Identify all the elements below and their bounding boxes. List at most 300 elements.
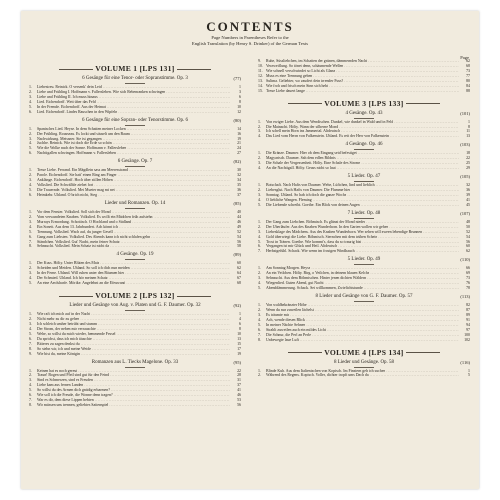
song-title: War es dir, dem diese Lippen bebten: [37, 398, 94, 403]
song-number: 3.: [29, 321, 32, 326]
song-number: 13.: [258, 78, 263, 83]
song-number: 5.: [29, 104, 32, 109]
song-title: Wie froh und frisch mein Sinn sich hebt: [266, 83, 329, 88]
song-number: 2.: [258, 124, 261, 129]
translation-page-ref: (107): [460, 210, 470, 216]
section-heading: [29, 360, 241, 368]
song-number: 8.: [258, 337, 261, 342]
song-number: 6.: [29, 393, 32, 398]
song-title: Der Schmied. Uhland. Ich hör meinen Schatz: [37, 276, 108, 281]
rule-right: [406, 103, 440, 104]
translation-page-ref: (85): [233, 200, 241, 206]
contents-page: [21, 11, 479, 489]
page-number: 35: [237, 183, 241, 188]
section-title: 6 Gesänge für eine Sopran- oder Tenorstimme. Op. 6: [82, 117, 188, 123]
page-number: 19: [237, 351, 241, 356]
song-number: 1.: [29, 312, 32, 317]
dot-leader: [300, 338, 459, 343]
page-number: 37: [237, 192, 241, 197]
page-number: 66: [466, 266, 470, 271]
right-column: [258, 59, 470, 378]
song-title: Lied. Eichendorff. Lindes Rauschen in den Wipfeln: [37, 109, 118, 114]
page-number: 54: [466, 234, 470, 239]
section-rule: [125, 310, 145, 311]
song-title: So willst du des Armen dich gnädig erbarmen?: [37, 388, 110, 393]
section-heading: [258, 174, 470, 182]
page-number: 62: [237, 266, 241, 271]
song-entry: [258, 338, 470, 343]
section-title: 4 Gesänge. Op. 46: [345, 142, 383, 148]
song-number: 3.: [29, 178, 32, 183]
song-title: Vor dem Fenster. Volkslied. Soll sich der Mond: [37, 209, 111, 214]
page-number: 67: [237, 276, 241, 281]
page-number: 60: [237, 261, 241, 266]
section-rule: [354, 301, 374, 302]
song-entry: [258, 286, 470, 291]
left-column: [29, 59, 241, 408]
section-heading: [258, 142, 470, 150]
song-entry: [29, 110, 241, 115]
translation-page-ref: (82): [233, 159, 241, 165]
song-title: Gold überwiegt die Liebe. Böhmisch. Sternchen mit dem trüben Schein: [266, 234, 378, 239]
song-title: Während des Regens. Kopisch. Voller, dichter tropft ums Dach da: [266, 373, 369, 378]
page-number: 17: [237, 346, 241, 351]
song-number: 5.: [29, 146, 32, 151]
song-title: Magyarisch. Daumer. Sah dem edlen Bildnis: [266, 156, 336, 161]
section-rule: [354, 181, 374, 182]
page-number: 30: [237, 168, 241, 173]
song-title: Der Kuss. Hölty. Unter Blüten des Mais: [37, 261, 100, 266]
song-number: 4.: [258, 134, 261, 139]
page-number: 5: [468, 373, 470, 378]
song-entry: [29, 352, 241, 357]
dot-leader: [361, 203, 459, 208]
song-number: 5.: [258, 322, 261, 327]
song-entry: [258, 89, 470, 94]
page-number: 25: [466, 161, 470, 166]
rule-right: [406, 352, 440, 353]
page-number: 8: [468, 124, 470, 129]
song-title: Heimkehr. Uhland. O brich nicht, Steg: [37, 192, 98, 197]
song-title: Volkslied. Die Schwälble ziehet fort: [37, 183, 94, 188]
song-number: 3.: [258, 312, 261, 317]
song-title: Gang zum Liebsten. Volkslied. Des Abends kann ich nicht schlafen gehn: [37, 234, 151, 239]
song-title: Nicht mehr zu dir zu gehen: [37, 317, 80, 321]
song-title: Wenn du nur zuweilen lächelst: [266, 307, 314, 312]
dot-leader: [390, 134, 459, 139]
page-number: 50: [466, 224, 470, 229]
song-number: 1.: [258, 119, 261, 124]
page-number: 91: [466, 317, 470, 322]
page-number: 89: [466, 312, 470, 317]
page-number: 62: [466, 59, 470, 63]
song-title: Wehe, so willst du mich wieder, hemmende Fessel: [37, 331, 116, 336]
translation-page-ref: (95): [233, 359, 241, 365]
section-heading: [258, 294, 470, 302]
dot-leader: [110, 244, 230, 249]
song-number: 4.: [29, 276, 32, 281]
song-number: 3.: [29, 94, 32, 99]
song-number: 2.: [29, 373, 32, 378]
section-rule: [354, 118, 374, 119]
song-entry: [258, 134, 470, 139]
section-rule: [125, 125, 145, 126]
song-title: In meiner Nächte Sehnen: [266, 322, 306, 327]
rule-right: [177, 69, 211, 70]
volume-heading: [258, 348, 470, 357]
page-number: 32: [237, 173, 241, 178]
translation-page-ref: (89): [233, 252, 241, 258]
page-number: 13: [466, 134, 470, 139]
section-rule: [125, 166, 145, 167]
page-number: 37: [237, 383, 241, 388]
song-title: Sonntag. Uhland. So hab ich doch die ganze Woche: [266, 192, 347, 197]
page-number: 8: [239, 326, 241, 331]
section-title: 8 Lieder und Gesänge von G. F. Daumer. Op. 57: [315, 294, 413, 299]
song-title: Treue Liebe. Ferrand. Ein Mägdlein sass am Meeresstrand: [37, 168, 128, 173]
song-number: 2.: [258, 224, 261, 229]
section-heading: [29, 303, 241, 311]
song-title: Blinde Kuh. Aus dem Italienischen von Kopisch. Im Finstern geh ich suchen: [266, 368, 386, 373]
section-title: 6 Gesänge. Op. 7: [117, 159, 153, 165]
song-title: Wie soll ich die Freude, die Wonne denn tragen?: [37, 393, 113, 398]
song-number: 2.: [258, 307, 261, 312]
song-number: 7.: [29, 341, 32, 346]
song-number: 1.: [29, 368, 32, 373]
page-number: 46: [237, 219, 241, 224]
page-number: 12: [237, 109, 241, 114]
page-number: 78: [466, 286, 470, 291]
song-title: Botschaft. Nach Hafis von Daumer. Wehe, Lüftchen, lind und lieblich: [266, 183, 375, 188]
song-title: Du sprichst, dass ich mich täuschte: [37, 336, 92, 341]
translation-page-ref: (101): [460, 110, 470, 116]
section-rule: [354, 218, 374, 219]
page-number: 48: [466, 219, 470, 224]
song-number: 2.: [29, 89, 32, 94]
song-title: Bitteres zu sagen denkst du: [37, 341, 80, 346]
song-title: Traun! Bogen und Pfeil sind gut für den Feind: [37, 373, 110, 378]
section-title: 4 Gesänge. Op. 19: [116, 252, 154, 258]
song-title: Wie raft ich mich auf in der Nacht: [37, 312, 91, 317]
song-title: Sehnsucht. Volkslied. Mein Schatz ist nicht da: [37, 244, 110, 249]
song-title: Liebesglut. Nach Hafis von Daumer. Die Flamme hier: [266, 188, 351, 192]
header-note-1: Page Numbers in Parentheses Refer to the: [211, 35, 289, 40]
song-number: 1.: [29, 209, 32, 214]
dot-leader: [337, 166, 459, 171]
volume-heading: [29, 291, 241, 300]
song-number: 6.: [258, 244, 261, 249]
song-number: 1.: [258, 303, 261, 307]
page-number: 84: [466, 83, 470, 88]
page-number: 28: [237, 373, 241, 378]
rule-left: [288, 103, 322, 104]
song-title: Ständchen. Volkslied. Gut' Nacht, mein feiner Schatz: [37, 239, 120, 244]
volume-heading: [258, 99, 470, 108]
page-number: 73: [466, 276, 470, 281]
song-title: Parole. Eichendorff. Sie hatt' einen Ring am Finger: [37, 173, 117, 178]
section-heading: [29, 118, 241, 126]
song-title: Der Überläufer. Aus des Knaben Wunderhorn. In den Garten wollen wir gehen: [266, 224, 389, 229]
song-title: Am Sonntag Morgen. Heyse: [266, 266, 311, 271]
page-number: 31: [237, 378, 241, 383]
song-number: 7.: [258, 249, 261, 254]
song-entry: [29, 193, 241, 198]
page-number: 100: [464, 332, 470, 337]
song-title: Keinen hat es noch gereut: [37, 368, 78, 373]
song-title: Muss es eine Trennung geben: [266, 73, 313, 78]
song-number: 3.: [29, 219, 32, 224]
song-title: Nachtigallen schwingen. Hoffmann v. Fallersleben: [37, 151, 116, 156]
page-number: 1: [468, 368, 470, 373]
song-title: Die Mainacht. Hölty. Wann der silberne Mond: [266, 124, 339, 129]
page-number: 36: [466, 188, 470, 192]
volume-label: VOLUME 2 [LPS 132]: [95, 291, 175, 301]
page-number: 82: [466, 303, 470, 307]
song-number: 4.: [29, 141, 32, 146]
song-title: Ach, wende diesen Blick: [266, 317, 305, 322]
song-title: Die Schale der Vergessenheit. Hölty. Eine Schale des Stroms: [266, 161, 361, 166]
song-number: 1.: [29, 261, 32, 266]
page-number: 36: [237, 188, 241, 192]
song-number: 4.: [29, 326, 32, 331]
section-title: 6 Gesänge für eine Tenor- oder Sopranstimme. Op. 3: [82, 76, 188, 81]
song-number: 11.: [258, 68, 263, 73]
song-number: 5.: [258, 239, 261, 244]
song-title: Die Trauernde. Volkslied. Mei Mueter mag mi net: [37, 188, 115, 192]
translation-page-ref: (110): [460, 257, 470, 263]
page-number: 1: [468, 119, 470, 124]
song-title: In der Ferne. Uhland. Will ruhen unter den Bäumen hier: [37, 271, 125, 276]
volume-label: VOLUME 4 [LPS 134]: [324, 347, 404, 357]
song-title: Verzweiflung. So tönet denn, schäumende Wellen: [266, 63, 344, 68]
song-title: In der Fremde. Eichendorff. Aus der Heimat: [37, 104, 106, 109]
song-number: 12.: [258, 73, 263, 78]
page-number: 60: [466, 244, 470, 249]
section-rule: [354, 149, 374, 150]
song-number: 3.: [258, 129, 261, 134]
song-number: 5.: [258, 202, 261, 207]
page-number: 102: [464, 337, 470, 342]
song-title: An die Nachtigall. Hölty. Geuss nicht so laut: [266, 166, 336, 171]
section-heading: [258, 211, 470, 219]
song-number: 8.: [29, 244, 32, 249]
song-number: 6.: [29, 192, 32, 197]
section-heading: [29, 252, 241, 260]
section-rule: [354, 367, 374, 368]
page-number: 88: [466, 88, 470, 93]
song-number: 1.: [29, 126, 32, 131]
song-number: 6.: [29, 234, 32, 239]
dot-leader: [370, 373, 459, 378]
page-number: 22: [466, 156, 470, 161]
page-number: 68: [237, 281, 241, 286]
song-number: 1.: [258, 183, 261, 188]
song-title: Strahlt zuweilen auch ein mildes Licht: [266, 327, 326, 332]
song-number: 1.: [258, 368, 261, 373]
page-number: 49: [237, 224, 241, 229]
song-title: Trennung. Volkslied. Wach auf, du junger Gesell: [37, 229, 113, 234]
section-title: 4 Gesänge. Op. 43: [345, 110, 383, 116]
page-number: 13: [237, 336, 241, 341]
song-number: 4.: [258, 281, 261, 286]
song-number: 4.: [258, 166, 261, 171]
dot-leader: [109, 403, 230, 408]
song-title: Die Liebende schreibt. Goethe. Ein Blick von deinen Augen: [266, 202, 360, 207]
section-title: Romanzen aus L. Tiecks Magelone. Op. 33: [91, 359, 179, 365]
page-number: 10: [237, 331, 241, 336]
song-number: 1.: [29, 168, 32, 173]
volume-label: VOLUME 3 [LPS 133]: [324, 98, 404, 108]
song-entry: [258, 249, 470, 254]
song-title: Trost in Tränen. Goethe. Wie kommt's, dass du so traurig bist: [266, 239, 362, 244]
song-title: Wiegenlied. Guten Abend, gut Nacht: [266, 281, 324, 286]
song-title: Ruhe, Süssliebchen, im Schatten der grünen, dämmernden Nacht: [266, 59, 368, 63]
translation-page-ref: (113): [460, 294, 470, 299]
section-title: Lieder und Gesänge von Aug. v. Platen und G. F. Daumer. Op. 32: [69, 303, 201, 309]
song-number: 4.: [29, 383, 32, 388]
page-number: 77: [466, 73, 470, 78]
page-number: 19: [237, 136, 241, 141]
section-title: Lieder und Romanzen. Op. 14: [104, 200, 166, 206]
song-number: 3.: [258, 161, 261, 166]
page-number: 16: [237, 131, 241, 136]
song-number: 2.: [29, 214, 32, 219]
page-number: 80: [466, 78, 470, 83]
translation-page-ref: (116): [460, 359, 470, 365]
song-number: 4.: [29, 224, 32, 229]
song-number: 2.: [29, 131, 32, 136]
translation-page-ref: (77): [233, 76, 241, 81]
page-number: 14: [237, 126, 241, 131]
section-title: 5 Lieder. Op. 47: [347, 174, 381, 180]
page-number: 73: [466, 68, 470, 73]
song-title: Ein Sonett. Aus dem 13. Jahrhundert. Ach könnt ich: [37, 224, 118, 229]
dot-leader: [81, 352, 230, 357]
song-number: 7.: [29, 239, 32, 244]
page-number: 41: [237, 388, 241, 393]
section-rule: [125, 259, 145, 260]
page-number: 44: [237, 214, 241, 219]
song-number: 8.: [29, 346, 32, 351]
section-heading: [29, 159, 241, 167]
page-number: 54: [237, 234, 241, 239]
page-number: 27: [237, 151, 241, 156]
dot-leader: [98, 193, 230, 198]
song-title: An ein Veilchen. Hölty. Birg, o Veilchen, in deinem blauen Kelche: [266, 271, 370, 276]
song-title: An eine Aeolsharfe. Mörike. Angelehnt an die Efeuwand: [37, 281, 126, 286]
song-number: 4.: [258, 234, 261, 239]
dot-leader: [306, 89, 459, 94]
song-title: Nachwirkung. Meissner. Sie ist gegangen: [37, 136, 102, 141]
song-number: 5.: [258, 286, 261, 291]
section-rule: [125, 83, 145, 84]
song-title: Unbewegte laue Luft: [266, 337, 299, 342]
page-number: 22: [237, 368, 241, 373]
rule-right: [177, 296, 211, 297]
song-title: Liebesklage des Mädchens. Aus des Knaben Wunderhorn. Wer sehen will zween lebendige Brunnen: [266, 229, 423, 234]
song-number: 7.: [258, 332, 261, 337]
page-number: 68: [466, 63, 470, 68]
song-number: 1.: [258, 219, 261, 224]
song-entry: [258, 203, 470, 208]
song-number: 5.: [29, 281, 32, 286]
rule-left: [288, 352, 322, 353]
volume-heading: [29, 64, 241, 73]
page-number: 56: [466, 239, 470, 244]
song-title: So stehn wir, ich und meine Weide: [37, 346, 92, 351]
song-title: Das Lied vom Herrn von Falkenstein. Uhland. Es reit der Herr von Falkenstein: [266, 134, 389, 139]
song-number: 2.: [29, 317, 32, 321]
song-number: 8.: [29, 403, 32, 408]
section-heading: [258, 111, 470, 119]
translation-page-ref: (103): [460, 142, 470, 148]
song-title: Wie bist du, meine Königin: [37, 351, 80, 356]
page-number: 52: [237, 229, 241, 234]
song-number: 2.: [29, 266, 32, 271]
page-number: 4: [239, 317, 241, 321]
song-title: Sehnsucht. Aus dem Böhmischen. Hinter jenen dichten Wäldern: [266, 276, 367, 281]
song-number: 6.: [29, 109, 32, 114]
song-number: 6.: [258, 327, 261, 332]
song-number: 15.: [258, 88, 263, 93]
song-title: Juchhe. Reinick. Wie ist doch die Erde so schön: [37, 141, 112, 146]
dot-leader: [118, 110, 230, 115]
song-title: Liebe kam aus fernen Landen: [37, 383, 84, 388]
page-number: 6: [239, 94, 241, 99]
page-number: 39: [466, 192, 470, 197]
page-number: 41: [466, 197, 470, 202]
page-number: 21: [237, 141, 241, 146]
translation-page-ref: (105): [460, 174, 470, 180]
section-heading: [258, 257, 470, 265]
song-number: 3.: [258, 192, 261, 197]
section-heading: [29, 201, 241, 209]
song-title: Liebe und Frühling II. Ich muss hinaus: [37, 94, 98, 99]
song-title: Anklänge. Eichendorff. Hoch über stillen Höhen: [37, 178, 113, 183]
page-number: 97: [466, 327, 470, 332]
song-number: 2.: [258, 271, 261, 276]
song-title: Lied. Eichendorff. Weit über das Feld: [37, 99, 96, 104]
song-title: Der Frühling. Rousseau. Es lockt und säuselt um den Baum: [37, 131, 130, 136]
song-title: Wir müssen uns trennen, geliebtes Saitenspiel: [37, 403, 109, 408]
song-entry: [29, 281, 241, 286]
song-number: 4.: [258, 317, 261, 322]
rule-left: [59, 296, 93, 297]
page-number: 40: [237, 209, 241, 214]
rule-left: [59, 69, 93, 70]
page-number: 6: [239, 321, 241, 326]
song-title: Spanisches Lied. Heyse. In dem Schatten meiner Locken: [37, 126, 126, 131]
page-number: 69: [466, 271, 470, 276]
song-number: 2.: [258, 373, 261, 378]
song-entry: [29, 244, 241, 249]
song-title: Es träumte mir: [266, 312, 290, 317]
song-number: 5.: [29, 229, 32, 234]
song-title: Von ewiger Liebe. Aus dem Wendischen. Dunkel, wie dunkel in Wald und in Feld: [266, 119, 394, 124]
section-title: 8 Lieder und Gesänge. Op. 58: [333, 359, 395, 365]
song-number: 5.: [29, 188, 32, 192]
header-note-2: English Translation (by Henry S. Drinker) of the German Texts: [191, 41, 309, 46]
song-title: Scheiden und Meiden. Uhland. So soll ich dich nun meiden: [37, 266, 130, 271]
dot-leader: [356, 249, 459, 254]
song-title: Abenddämmerung. Schack. Sei willkommen, Zwielichtstunde: [266, 286, 363, 291]
song-number: 9.: [258, 59, 261, 63]
page-number: 29: [466, 166, 470, 171]
song-title: Treue Liebe dauert lange: [266, 88, 305, 93]
song-title: Sulima. Geliebter, wo zaudert dein irrender Fuss?: [266, 78, 344, 83]
song-title: Von waldbekränzter Höhe: [266, 303, 307, 307]
song-number: 3.: [29, 136, 32, 141]
